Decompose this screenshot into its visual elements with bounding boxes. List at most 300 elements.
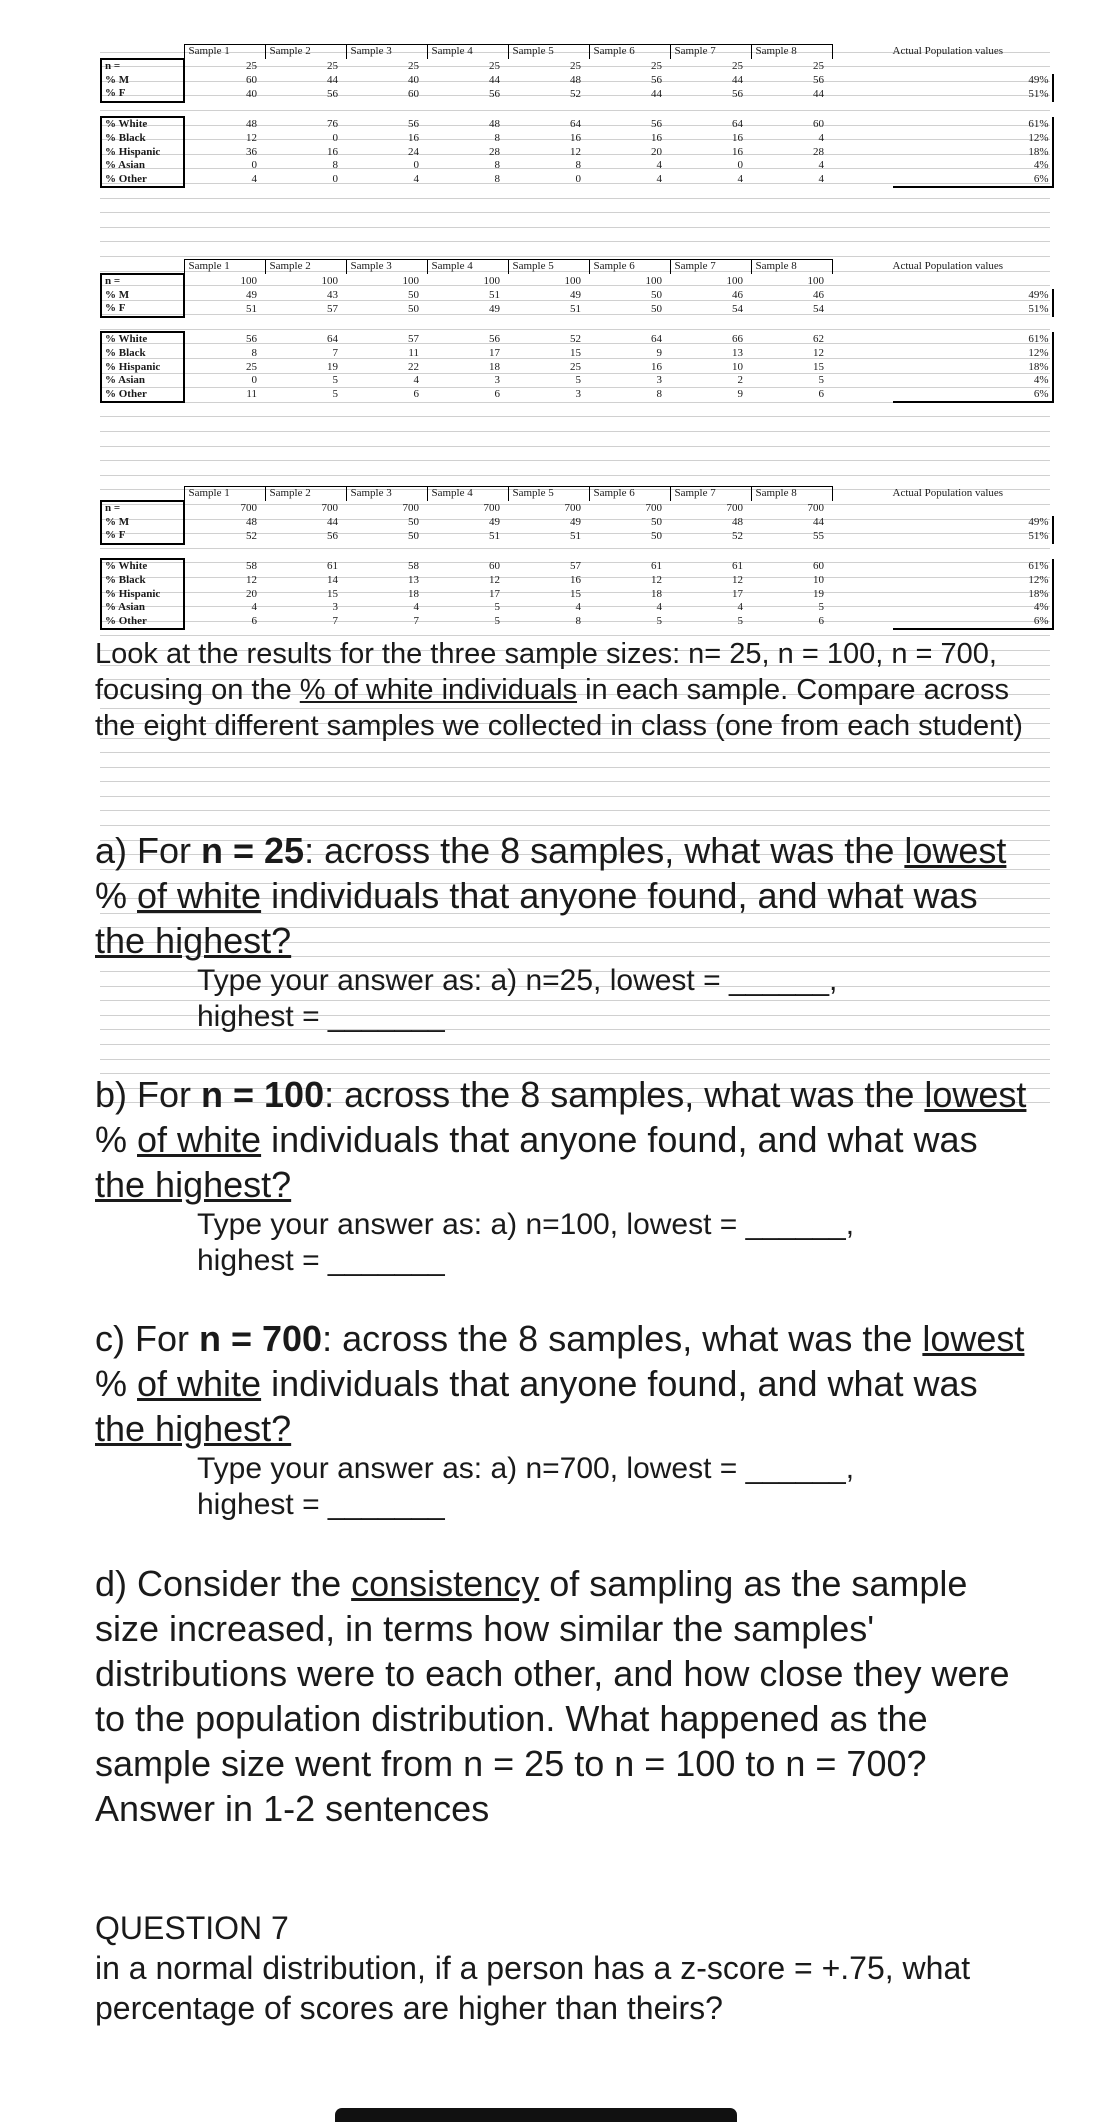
table-cell: 50	[651, 288, 662, 301]
table-cell: 10	[732, 360, 743, 373]
qd-before: d) Consider the	[95, 1563, 352, 1604]
table-cell: 22	[408, 360, 419, 373]
table-cell: 76	[327, 117, 338, 130]
table-cell: 3	[494, 374, 500, 387]
qc-prefix: c) For	[95, 1318, 199, 1359]
table-cell: 48	[246, 515, 257, 528]
answer-format-c	[197, 1451, 1035, 1523]
table-cell: 16	[732, 132, 743, 145]
table-cell: 15	[570, 347, 581, 360]
table-cell: 5	[818, 374, 824, 387]
table-cell: 36	[246, 145, 257, 158]
row-label: % M	[101, 74, 184, 88]
actual-value: 12%	[893, 347, 1053, 361]
table-cell: 700	[402, 501, 419, 514]
table-cell: 58	[246, 559, 257, 572]
table-cell: 0	[575, 173, 581, 186]
actual-value: 4%	[893, 374, 1053, 388]
intro-underlined: % of white individuals	[299, 674, 578, 706]
table-cell: 40	[246, 87, 257, 100]
table-cell: 18	[489, 360, 500, 373]
question-7-text: in a normal distribution, if a person has a z-score = +.75, what percentage of scores are higher than theirs?	[95, 1950, 971, 2026]
table-cell: 50	[651, 529, 662, 542]
table-cell: 50	[408, 515, 419, 528]
table-cell: 52	[570, 332, 581, 345]
actual-value: 51%	[893, 302, 1053, 317]
column-header: Sample 7	[670, 45, 751, 60]
table-cell: 52	[246, 529, 257, 542]
table-cell: 16	[408, 132, 419, 145]
table-row	[101, 87, 1053, 102]
column-header: Sample 6	[589, 260, 670, 275]
table-cell: 60	[489, 559, 500, 572]
table-cell: 0	[413, 159, 419, 172]
row-label: % F	[101, 529, 184, 544]
table-cell: 28	[813, 145, 824, 158]
table-cell: 64	[732, 117, 743, 130]
qb-pct: %	[95, 1119, 138, 1160]
table-cell: 44	[327, 73, 338, 86]
table-cell: 18	[651, 587, 662, 600]
column-header: Sample 5	[508, 487, 589, 502]
table-cell: 15	[570, 587, 581, 600]
table-cell: 60	[813, 559, 824, 572]
table-cell: 49	[570, 515, 581, 528]
table-cell: 700	[240, 501, 257, 514]
table-cell: 55	[813, 529, 824, 542]
table-cell: 0	[332, 132, 338, 145]
sample-table-1	[100, 44, 1054, 188]
question-c-text	[95, 1316, 1035, 1451]
question-7-title: QUESTION 7	[95, 1910, 289, 1946]
column-header: Sample 6	[589, 487, 670, 502]
table-cell: 25	[246, 360, 257, 373]
table-cell: 4	[818, 173, 824, 186]
table-cell: 49	[489, 302, 500, 315]
table-cell: 50	[408, 529, 419, 542]
qc-of-white: of white	[137, 1363, 262, 1404]
row-label: % M	[101, 289, 184, 303]
table-cell: 4	[656, 173, 662, 186]
question-d	[95, 1561, 1035, 1831]
answer-format-b-line1: Type your answer as: a) n=100, lowest = ______,	[197, 1208, 855, 1241]
qc-highest: the highest?	[95, 1408, 292, 1449]
table-cell: 8	[575, 159, 581, 172]
table-cell: 8	[494, 159, 500, 172]
table-cell: 44	[327, 515, 338, 528]
column-header: Sample 3	[346, 45, 427, 60]
qa-of-white: of white	[137, 875, 262, 916]
table-cell: 16	[651, 132, 662, 145]
table-row	[101, 374, 1053, 388]
table-cell: 50	[408, 288, 419, 301]
table-cell: 6	[818, 615, 824, 628]
question-b	[95, 1072, 1035, 1279]
table-cell: 51	[489, 529, 500, 542]
row-label: % White	[101, 559, 184, 574]
table-cell: 12	[732, 574, 743, 587]
row-label: % White	[101, 332, 184, 347]
table-cell: 64	[570, 117, 581, 130]
table-cell: 0	[332, 173, 338, 186]
table-cell: 6	[251, 615, 257, 628]
table-cell: 6	[494, 388, 500, 401]
table-cell: 50	[651, 302, 662, 315]
table-cell: 12	[651, 574, 662, 587]
column-header: Sample 8	[751, 260, 832, 275]
table-cell: 700	[726, 501, 743, 514]
column-header: Sample 5	[508, 45, 589, 60]
column-header: Sample 2	[265, 45, 346, 60]
table-cell: 5	[494, 615, 500, 628]
table-cell: 16	[570, 574, 581, 587]
actual-value: 12%	[893, 574, 1053, 588]
actual-value: 49%	[893, 516, 1053, 530]
table-cell: 6	[818, 388, 824, 401]
table-cell: 24	[408, 145, 419, 158]
table-cell: 4	[737, 601, 743, 614]
table-cell: 25	[570, 360, 581, 373]
table-cell: 100	[807, 274, 824, 287]
actual-value: 4%	[893, 159, 1053, 173]
table-cell: 52	[732, 529, 743, 542]
row-label: % Black	[101, 347, 184, 361]
table-row	[101, 59, 1053, 74]
table-row	[101, 529, 1053, 544]
qc-mid: individuals that anyone found, and what was	[261, 1363, 978, 1404]
home-indicator[interactable]	[335, 2108, 737, 2122]
table-cell: 11	[246, 388, 257, 401]
intro-text-before: Look at the results for the three sample sizes: n= 25, n = 100, n = 700, focusing on the	[95, 638, 997, 706]
table-cell: 6	[413, 388, 419, 401]
table-cell: 2	[737, 374, 743, 387]
table-row	[101, 347, 1053, 361]
qc-bold: n = 700	[199, 1318, 323, 1359]
table-cell: 19	[327, 360, 338, 373]
answer-format-b-line2: highest = _______	[197, 1244, 445, 1277]
row-label: % Black	[101, 132, 184, 146]
table-cell: 60	[246, 73, 257, 86]
table-cell: 49	[489, 515, 500, 528]
row-label: n =	[101, 274, 184, 289]
table-cell: 25	[327, 59, 338, 72]
table-cell: 25	[408, 59, 419, 72]
row-label: % Black	[101, 574, 184, 588]
table-cell: 56	[327, 87, 338, 100]
table-cell: 7	[332, 615, 338, 628]
table-cell: 57	[570, 559, 581, 572]
question-b-text	[95, 1072, 1035, 1207]
table-cell: 56	[651, 73, 662, 86]
sample-table-3	[100, 486, 1054, 630]
qa-highest: the highest?	[95, 920, 292, 961]
intro-text-after: in each sample. Compare across the eight different samples we collected in class (one from each student)	[95, 674, 1023, 742]
table-cell: 5	[818, 601, 824, 614]
table-cell: 61	[732, 559, 743, 572]
table-cell: 16	[327, 145, 338, 158]
table-cell: 56	[489, 332, 500, 345]
table-cell: 56	[408, 117, 419, 130]
table-cell: 4	[413, 601, 419, 614]
table-cell: 4	[251, 173, 257, 186]
table-cell: 50	[651, 515, 662, 528]
table-cell: 5	[494, 601, 500, 614]
actual-value: 18%	[893, 361, 1053, 375]
table-cell: 48	[732, 515, 743, 528]
column-header: Sample 3	[346, 487, 427, 502]
column-header: Sample 8	[751, 45, 832, 60]
row-label: % Asian	[101, 159, 184, 173]
actual-population-header: Actual Population values	[892, 260, 1004, 272]
table-cell: 7	[332, 347, 338, 360]
row-label: % Other	[101, 388, 184, 403]
row-label: % Hispanic	[101, 588, 184, 602]
qb-of-white: of white	[137, 1119, 262, 1160]
table-cell: 25	[246, 59, 257, 72]
table-cell: 5	[656, 615, 662, 628]
table-cell: 51	[570, 302, 581, 315]
table-cell: 49	[246, 288, 257, 301]
table-cell: 64	[651, 332, 662, 345]
table-cell: 62	[813, 332, 824, 345]
table-cell: 58	[408, 559, 419, 572]
column-header: Sample 3	[346, 260, 427, 275]
table-cell: 44	[732, 73, 743, 86]
qa-text: : across the 8 samples, what was the	[304, 830, 905, 871]
table-row	[101, 615, 1053, 630]
table-cell: 60	[408, 87, 419, 100]
table-cell: 100	[483, 274, 500, 287]
actual-value: 61%	[893, 332, 1053, 347]
table-cell: 100	[726, 274, 743, 287]
table-cell: 8	[251, 347, 257, 360]
table-cell: 19	[813, 587, 824, 600]
table-cell: 56	[327, 529, 338, 542]
table-cell: 12	[570, 145, 581, 158]
qb-mid: individuals that anyone found, and what was	[261, 1119, 978, 1160]
table-cell: 25	[732, 59, 743, 72]
qa-lowest: lowest	[904, 830, 1007, 871]
table-cell: 51	[570, 529, 581, 542]
table-cell: 48	[489, 117, 500, 130]
table-row	[101, 302, 1053, 317]
table-cell: 9	[656, 347, 662, 360]
table-cell: 8	[656, 388, 662, 401]
table-cell: 20	[651, 145, 662, 158]
table-cell: 8	[332, 159, 338, 172]
table-cell: 25	[489, 59, 500, 72]
qb-bold: n = 100	[201, 1074, 325, 1115]
table-cell: 12	[489, 574, 500, 587]
table-cell: 4	[413, 374, 419, 387]
table-cell: 17	[489, 347, 500, 360]
actual-value: 51%	[893, 87, 1053, 102]
column-header: Sample 1	[184, 260, 265, 275]
table-cell: 8	[575, 615, 581, 628]
table-row	[101, 274, 1053, 289]
intro-paragraph	[95, 636, 1035, 744]
column-header: Sample 6	[589, 45, 670, 60]
table-cell: 18	[408, 587, 419, 600]
table-cell: 57	[327, 302, 338, 315]
row-label: % Hispanic	[101, 146, 184, 160]
qb-lowest: lowest	[924, 1074, 1027, 1115]
table-row	[101, 332, 1053, 347]
table-cell: 5	[737, 615, 743, 628]
table-cell: 4	[656, 159, 662, 172]
table-cell: 52	[570, 87, 581, 100]
table-cell: 4	[575, 601, 581, 614]
column-header: Sample 2	[265, 260, 346, 275]
actual-value: 18%	[893, 588, 1053, 602]
actual-value: 49%	[893, 74, 1053, 88]
table-row	[101, 559, 1053, 574]
table-cell: 4	[413, 173, 419, 186]
table-row	[101, 117, 1053, 132]
table-cell: 700	[645, 501, 662, 514]
actual-value: 12%	[893, 132, 1053, 146]
row-label: % Asian	[101, 601, 184, 615]
table-cell: 700	[483, 501, 500, 514]
table-cell: 56	[651, 117, 662, 130]
table-cell: 5	[332, 374, 338, 387]
table-cell: 44	[813, 515, 824, 528]
table-cell: 12	[246, 132, 257, 145]
row-label: n =	[101, 59, 184, 74]
question-a-text	[95, 828, 1035, 963]
table-cell: 56	[813, 73, 824, 86]
column-header: Sample 7	[670, 487, 751, 502]
question-a	[95, 828, 1035, 1035]
table-row	[101, 289, 1053, 303]
column-header: Sample 5	[508, 260, 589, 275]
table-cell: 57	[408, 332, 419, 345]
row-label: % Other	[101, 173, 184, 188]
table-cell: 15	[327, 587, 338, 600]
row-label: % White	[101, 117, 184, 132]
answer-format-c-line1: Type your answer as: a) n=700, lowest = ______,	[197, 1452, 855, 1485]
table-cell: 4	[656, 601, 662, 614]
table-cell: 25	[570, 59, 581, 72]
actual-value: 6%	[893, 388, 1053, 403]
table-cell: 16	[570, 132, 581, 145]
table-cell: 100	[240, 274, 257, 287]
qa-bold: n = 25	[201, 830, 305, 871]
table-cell: 54	[732, 302, 743, 315]
table-cell: 0	[737, 159, 743, 172]
answer-format-a-line2: highest = _______	[197, 1000, 445, 1033]
table-cell: 11	[408, 347, 419, 360]
table-row	[101, 388, 1053, 403]
table-cell: 16	[732, 145, 743, 158]
column-header: Sample 1	[184, 487, 265, 502]
row-label: % Asian	[101, 374, 184, 388]
actual-population-header: Actual Population values	[892, 45, 1004, 57]
actual-value: 51%	[893, 529, 1053, 544]
table-cell: 12	[813, 347, 824, 360]
qd-underlined: consistency	[351, 1563, 540, 1604]
table-cell: 17	[489, 587, 500, 600]
actual-value: 61%	[893, 559, 1053, 574]
actual-value: 4%	[893, 601, 1053, 615]
column-header: Sample 7	[670, 260, 751, 275]
answer-format-b	[197, 1207, 1035, 1279]
table-cell: 44	[651, 87, 662, 100]
table-cell: 8	[494, 132, 500, 145]
table-cell: 3	[575, 388, 581, 401]
table-cell: 44	[813, 87, 824, 100]
table-cell: 46	[732, 288, 743, 301]
table-cell: 100	[645, 274, 662, 287]
table-cell: 100	[564, 274, 581, 287]
actual-value: 6%	[893, 615, 1053, 630]
qc-lowest: lowest	[922, 1318, 1025, 1359]
column-header: Sample 1	[184, 45, 265, 60]
table-cell: 49	[570, 288, 581, 301]
column-header: Sample 4	[427, 45, 508, 60]
answer-format-c-line2: highest = _______	[197, 1488, 445, 1521]
table-cell: 15	[813, 360, 824, 373]
table-cell: 9	[737, 388, 743, 401]
table-cell: 3	[656, 374, 662, 387]
actual-value: 61%	[893, 117, 1053, 132]
table-cell: 44	[489, 73, 500, 86]
qb-text: : across the 8 samples, what was the	[324, 1074, 925, 1115]
table-cell: 51	[489, 288, 500, 301]
table-cell: 100	[402, 274, 419, 287]
table-cell: 51	[246, 302, 257, 315]
qb-prefix: b) For	[95, 1074, 202, 1115]
table-cell: 5	[575, 374, 581, 387]
table-cell: 64	[327, 332, 338, 345]
actual-population-header: Actual Population values	[892, 487, 1004, 499]
answer-format-a-line1: Type your answer as: a) n=25, lowest = ______,	[197, 964, 838, 997]
table-cell: 4	[818, 132, 824, 145]
table-cell: 700	[807, 501, 824, 514]
column-header: Sample 4	[427, 260, 508, 275]
table-row	[101, 74, 1053, 88]
column-header: Sample 4	[427, 487, 508, 502]
question-7	[95, 1908, 1035, 2028]
table-cell: 50	[408, 302, 419, 315]
question-c	[95, 1316, 1035, 1523]
table-cell: 100	[321, 274, 338, 287]
table-cell: 54	[813, 302, 824, 315]
row-label: % F	[101, 87, 184, 102]
qa-pct: %	[95, 875, 138, 916]
table-row	[101, 173, 1053, 188]
table-cell: 700	[321, 501, 338, 514]
table-cell: 4	[251, 601, 257, 614]
table-row	[101, 132, 1053, 146]
table-cell: 13	[408, 574, 419, 587]
table-cell: 40	[408, 73, 419, 86]
table-cell: 20	[246, 587, 257, 600]
table-row	[101, 588, 1053, 602]
table-cell: 28	[489, 145, 500, 158]
qa-prefix: a) For	[95, 830, 202, 871]
table-cell: 12	[246, 574, 257, 587]
row-label: % Hispanic	[101, 361, 184, 375]
table-cell: 3	[332, 601, 338, 614]
table-cell: 0	[251, 159, 257, 172]
table-cell: 0	[251, 374, 257, 387]
table-cell: 61	[327, 559, 338, 572]
qb-highest: the highest?	[95, 1164, 292, 1205]
qc-pct: %	[95, 1363, 138, 1404]
table-cell: 61	[651, 559, 662, 572]
table-cell: 25	[813, 59, 824, 72]
